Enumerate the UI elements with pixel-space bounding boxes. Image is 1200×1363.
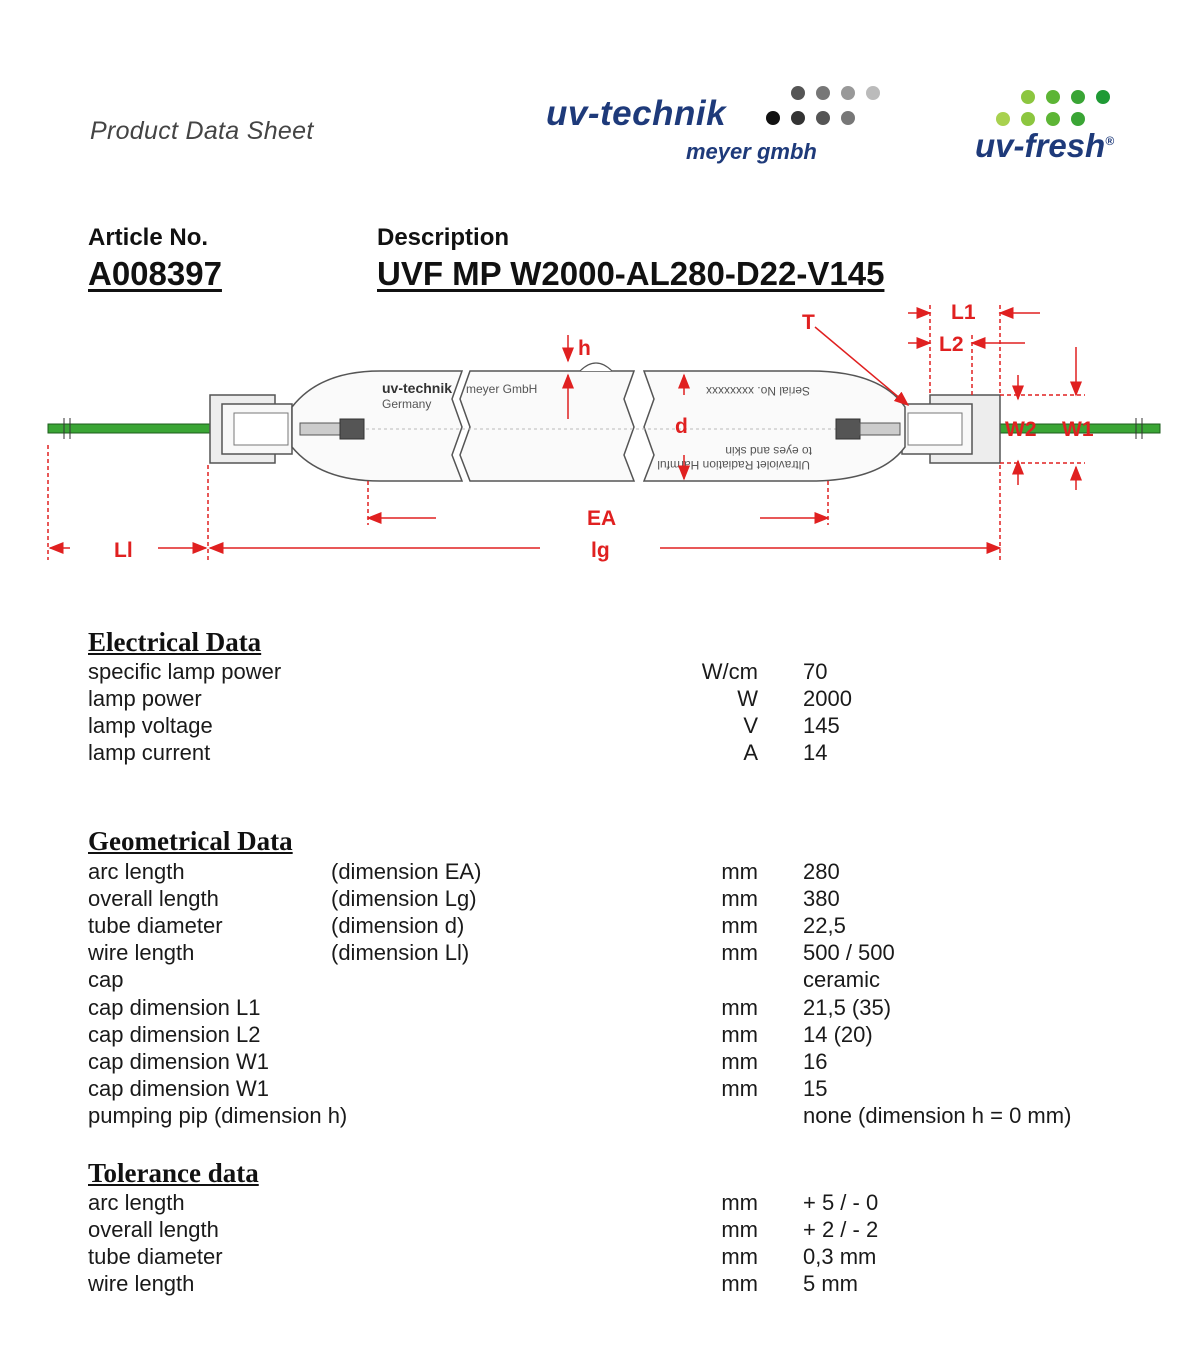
document-type: Product Data Sheet (90, 117, 314, 145)
tube-print-company: meyer GmbH (466, 382, 538, 396)
tube-print-warning-2: to eyes and skin (725, 444, 812, 458)
row-value: 5 mm (803, 1271, 858, 1296)
row-unit: W (737, 686, 758, 711)
tube-print-country: Germany (382, 397, 432, 411)
row-label: cap dimension W1 (88, 1049, 269, 1074)
cap-left (210, 395, 292, 463)
row-value: none (dimension h = 0 mm) (803, 1103, 1072, 1128)
row-label: overall length (88, 886, 219, 911)
table-row (0, 712, 1200, 739)
row-value: 16 (803, 1049, 828, 1074)
table-row (0, 885, 1200, 912)
quartz-tube (292, 363, 905, 481)
row-unit: mm (721, 940, 758, 965)
row-dimension: (dimension EA) (331, 859, 482, 884)
row-value: 500 / 500 (803, 940, 895, 965)
row-unit: mm (721, 1076, 758, 1101)
tolerance-title: Tolerance data (88, 1158, 259, 1188)
row-label: tube diameter (88, 1244, 223, 1269)
cap-right (902, 395, 1000, 463)
row-label: cap dimension L1 (88, 995, 261, 1020)
row-value: 15 (803, 1076, 828, 1101)
row-dimension: (dimension d) (331, 913, 465, 938)
row-label: wire length (88, 1271, 195, 1296)
label-ea: EA (587, 507, 617, 530)
row-value: 22,5 (803, 913, 846, 938)
row-value: 2000 (803, 686, 852, 711)
row-unit: mm (721, 1049, 758, 1074)
tube-print-warning-1: Ultraviolet Radiation Harmful (657, 458, 810, 472)
electrical-title: Electrical Data (88, 627, 262, 657)
row-unit: mm (721, 995, 758, 1020)
row-unit: mm (721, 1217, 758, 1242)
label-t: T (802, 311, 815, 334)
geometrical-title: Geometrical Data (88, 826, 293, 856)
row-label: cap dimension L2 (88, 1022, 261, 1047)
row-label: specific lamp power (88, 659, 282, 684)
row-value: 14 (803, 740, 828, 765)
table-row (0, 1243, 1200, 1270)
description-value: UVF MP W2000-AL280-D22-V145 (377, 255, 885, 292)
table-row (0, 1216, 1200, 1243)
uv-fresh-name: uv-fresh® (975, 127, 1115, 164)
row-label: cap (88, 967, 124, 992)
row-unit: mm (721, 1022, 758, 1047)
row-label: lamp power (88, 686, 202, 711)
row-label: overall length (88, 1217, 219, 1242)
table-row (0, 1021, 1200, 1048)
row-value: + 2 / - 2 (803, 1217, 879, 1242)
table-row (0, 739, 1200, 766)
brand-subtitle: meyer gmbh (686, 139, 817, 164)
table-row (0, 1270, 1200, 1297)
label-ll: Ll (114, 539, 133, 562)
label-l2: L2 (939, 333, 964, 356)
tube-print-brand: uv-technik (382, 380, 453, 396)
table-row (0, 685, 1200, 712)
table-row (0, 1102, 1200, 1129)
row-unit: W/cm (701, 659, 758, 684)
row-value: 380 (803, 886, 840, 911)
row-dimension: (dimension Ll) (331, 940, 470, 965)
row-label: lamp current (88, 740, 211, 765)
row-label: pumping pip (dimension h) (88, 1103, 348, 1128)
table-row (0, 1048, 1200, 1075)
label-h: h (578, 337, 591, 360)
row-value: 14 (20) (803, 1022, 873, 1047)
row-dimension: (dimension Lg) (331, 886, 477, 911)
row-label: arc length (88, 859, 185, 884)
row-unit: mm (721, 859, 758, 884)
description-label: Description (377, 224, 510, 251)
row-unit: mm (721, 886, 758, 911)
label-w2: W2 (1005, 418, 1037, 441)
table-row (0, 912, 1200, 939)
table-row (0, 994, 1200, 1021)
row-unit: mm (721, 1244, 758, 1269)
label-lg: lg (591, 539, 610, 562)
row-value: 70 (803, 659, 828, 684)
table-row (0, 966, 1200, 993)
table-row (0, 658, 1200, 685)
label-d: d (675, 415, 688, 438)
row-label: wire length (88, 940, 195, 965)
row-unit: mm (721, 1271, 758, 1296)
row-label: lamp voltage (88, 713, 213, 738)
label-w1: W1 (1062, 418, 1094, 441)
row-unit: mm (721, 1190, 758, 1215)
row-value: 0,3 mm (803, 1244, 877, 1269)
table-row (0, 939, 1200, 966)
row-label: cap dimension W1 (88, 1076, 269, 1101)
table-row (0, 858, 1200, 885)
row-label: arc length (88, 1190, 185, 1215)
row-value: 145 (803, 713, 840, 738)
row-value: 280 (803, 859, 840, 884)
table-row (0, 1189, 1200, 1216)
row-value: 21,5 (35) (803, 995, 892, 1020)
label-l1: L1 (951, 301, 976, 324)
row-unit: V (743, 713, 758, 738)
brand-name: uv-technik (546, 94, 727, 133)
row-unit: mm (721, 913, 758, 938)
table-row (0, 1075, 1200, 1102)
row-label: tube diameter (88, 913, 223, 938)
row-value: + 5 / - 0 (803, 1190, 879, 1215)
article-label: Article No. (88, 224, 209, 251)
lamp-diagram (0, 295, 1200, 585)
article-number: A008397 (88, 255, 222, 292)
row-value: ceramic (803, 967, 881, 992)
tube-print-serial: Serial No. xxxxxxxx (705, 384, 810, 398)
row-unit: A (743, 740, 758, 765)
